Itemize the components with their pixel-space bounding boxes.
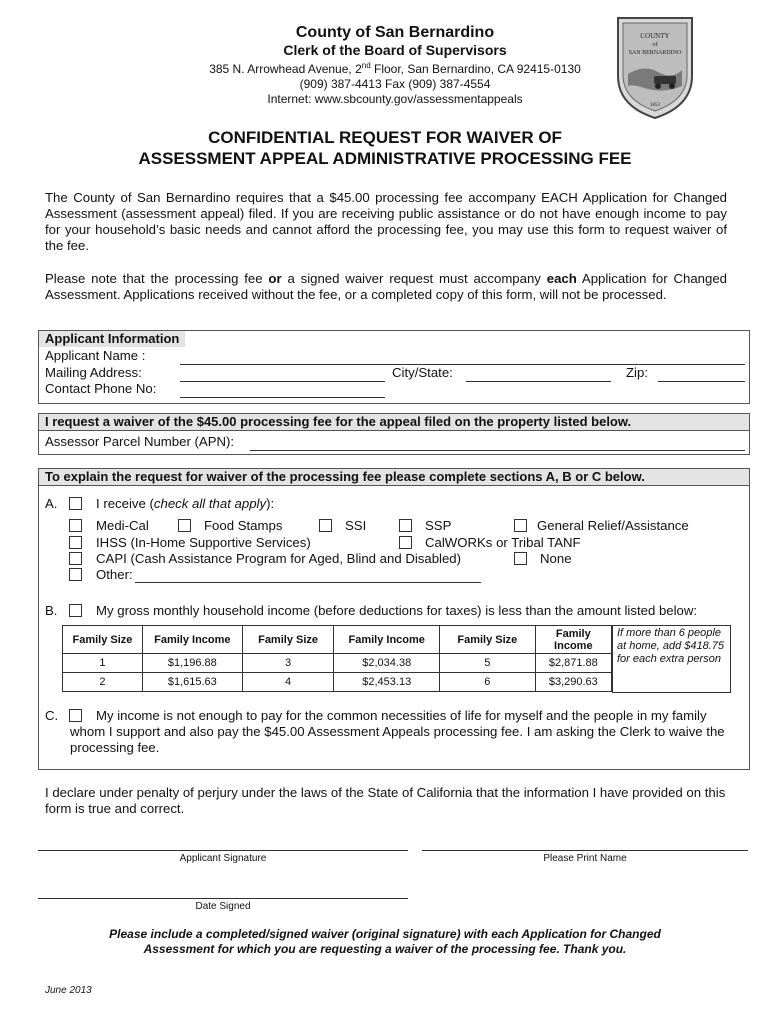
section-b-text: My gross monthly household income (before deductions for taxes) is less than the amount listed below: [96, 603, 698, 618]
revision-date: June 2013 [45, 985, 92, 996]
print-name-label: Please Print Name [543, 853, 627, 864]
table-header: Family Income [535, 626, 611, 654]
applicant-name-field[interactable] [180, 364, 745, 365]
applicant-name-label: Applicant Name : [45, 348, 146, 363]
table-cell: $2,871.88 [535, 654, 611, 673]
svg-text:SAN BERNARDINO: SAN BERNARDINO [628, 50, 682, 56]
date-signed-label: Date Signed [195, 901, 251, 912]
table-header: Family Income [142, 626, 242, 654]
income-note: If more than 6 people at home, add $418.75 for each extra person [617, 627, 725, 665]
internet-line: Internet: www.sbcounty.gov/assessmentappeals [267, 92, 523, 106]
other-checkbox[interactable] [69, 568, 82, 581]
calworks-checkbox[interactable] [399, 536, 412, 549]
date-signed-field[interactable] [38, 898, 408, 899]
income-table-header-row [63, 626, 612, 654]
city-state-label: City/State: [392, 365, 453, 380]
capi-label: CAPI (Cash Assistance Program for Aged, Blind and Disabled) [96, 551, 462, 566]
ihss-checkbox[interactable] [69, 536, 82, 549]
notice-paragraph: Please note that the processing fee or a signed waiver request must accompany each Application for Changed Assessment. Applications received without the fee, or a completed copy of this form, will not be processed. [45, 271, 727, 302]
table-cell: $1,615.63 [142, 673, 242, 692]
svg-text:COUNTY: COUNTY [640, 32, 670, 40]
section-c-letter: C. [45, 708, 59, 723]
section-a-checkbox[interactable] [69, 497, 82, 510]
sections-heading: To explain the request for waiver of the processing fee please complete sections A, B or C below. [39, 469, 749, 486]
address-line: 385 N. Arrowhead Avenue, 2nd Floor, San Bernardino, CA 92415-0130 [209, 61, 581, 76]
apn-field[interactable] [250, 450, 745, 451]
table-cell: 5 [440, 654, 536, 673]
table-cell: 2 [63, 673, 143, 692]
intro-paragraph: The County of San Bernardino requires that a $45.00 processing fee accompany EACH Application for Changed Assessment (assessment appeal) filed. If you are receiving public assistance or do not have enough income to pay for your household’s basic needs and cannot afford the processing fee, you may use this form to request waiver of the fee. [45, 190, 727, 253]
applicant-info-heading: Applicant Information [39, 331, 185, 347]
mailing-address-label: Mailing Address: [45, 365, 142, 380]
general-relief-label: General Relief/Assistance [537, 518, 689, 533]
table-cell: 4 [242, 673, 334, 692]
none-label: None [540, 551, 572, 566]
zip-label: Zip: [626, 365, 648, 380]
table-header: Family Size [440, 626, 536, 654]
ihss-label: IHSS (In-Home Supportive Services) [96, 535, 311, 550]
ssi-label: SSI [345, 518, 367, 533]
clerk-title: Clerk of the Board of Supervisors [283, 42, 507, 58]
table-header: Family Size [242, 626, 334, 654]
calworks-label: CalWORKs or Tribal TANF [425, 535, 581, 550]
section-b-checkbox[interactable] [69, 604, 82, 617]
section-a-text: I receive (check all that apply): [96, 496, 275, 511]
form-title-line2: ASSESSMENT APPEAL ADMINISTRATIVE PROCESSING FEE [138, 149, 632, 168]
contact-phone-field[interactable] [180, 397, 385, 398]
other-field[interactable] [135, 582, 481, 583]
income-note-box [612, 625, 731, 693]
waiver-request-heading: I request a waiver of the $45.00 processing fee for the appeal filed on the property listed below. [39, 414, 749, 431]
ssi-checkbox[interactable] [319, 519, 332, 532]
svg-text:1853: 1853 [650, 103, 660, 108]
zip-field[interactable] [658, 381, 745, 382]
table-row [63, 654, 612, 673]
food-stamps-label: Food Stamps [204, 518, 283, 533]
form-title-line1: CONFIDENTIAL REQUEST FOR WAIVER OF [208, 128, 562, 147]
declaration-text: I declare under penalty of perjury under the laws of the State of California that the information I have provided on this form is true and correct. [45, 785, 726, 816]
county-seal-logo [614, 14, 696, 120]
medical-checkbox[interactable] [69, 519, 82, 532]
other-label: Other: [96, 567, 133, 582]
none-checkbox[interactable] [514, 552, 527, 565]
mailing-address-field[interactable] [180, 381, 385, 382]
phone-line: (909) 387-4413 Fax (909) 387-4554 [299, 77, 491, 91]
table-cell: $2,453.13 [334, 673, 440, 692]
food-stamps-checkbox[interactable] [178, 519, 191, 532]
section-c-text: My income is not enough to pay for the common necessities of life for myself and the people in my family whom I support and also pay the $45.00 Assessment Appeals processing fee. I am asking the Clerk to waive the processing fee. [70, 708, 725, 755]
applicant-signature-label: Applicant Signature [179, 853, 267, 864]
contact-phone-label: Contact Phone No: [45, 381, 157, 396]
footer-instruction-line1: Please include a completed/signed waiver (original signature) with each Application for Changed [109, 927, 661, 941]
capi-checkbox[interactable] [69, 552, 82, 565]
income-table [62, 625, 612, 692]
table-cell: 3 [242, 654, 334, 673]
city-state-field[interactable] [466, 381, 611, 382]
table-header: Family Size [63, 626, 143, 654]
table-cell: 6 [440, 673, 536, 692]
general-relief-checkbox[interactable] [514, 519, 527, 532]
ssp-label: SSP [425, 518, 452, 533]
section-b-letter: B. [45, 603, 58, 618]
table-cell: $1,196.88 [142, 654, 242, 673]
svg-text:of: of [652, 42, 658, 48]
apn-label: Assessor Parcel Number (APN): [45, 434, 235, 449]
table-cell: $3,290.63 [535, 673, 611, 692]
print-name-field[interactable] [422, 850, 748, 851]
section-a-letter: A. [45, 496, 58, 511]
table-row [63, 673, 612, 692]
county-name: County of San Bernardino [295, 24, 495, 41]
table-header: Family Income [334, 626, 440, 654]
table-cell: 1 [63, 654, 143, 673]
medical-label: Medi-Cal [96, 518, 149, 533]
footer-instruction-line2: Assessment for which you are requesting a waiver of the processing fee. Thank you. [143, 942, 627, 956]
applicant-signature-field[interactable] [38, 850, 408, 851]
ssp-checkbox[interactable] [399, 519, 412, 532]
table-cell: $2,034.38 [334, 654, 440, 673]
